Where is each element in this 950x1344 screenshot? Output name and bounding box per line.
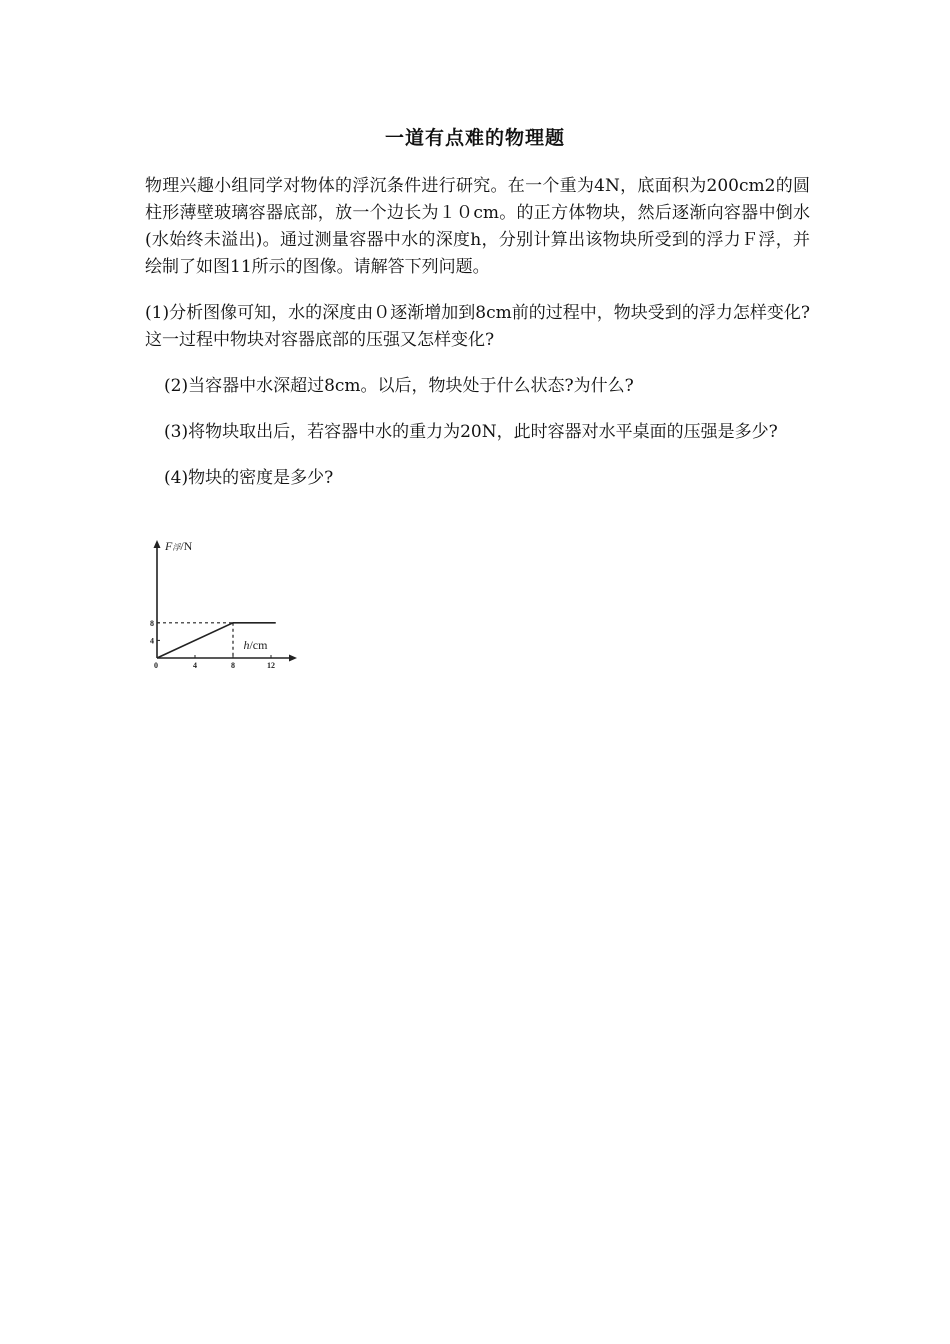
page-title: 一道有点难的物理题 <box>384 127 565 149</box>
y-tick-labels <box>150 619 160 646</box>
y-axis-label-unit: /N <box>180 539 193 553</box>
y-axis-label <box>164 539 193 553</box>
x-axis-label-main: h <box>243 638 250 652</box>
x-axis-label-unit: /cm <box>249 638 268 652</box>
question-3: (3)将物块取出后，若容器中水的重力为20N，此时容器对水平桌面的压强是多少? <box>164 422 778 442</box>
x-tick-label: 4 <box>193 661 197 670</box>
x-axis-label <box>243 638 268 652</box>
question-4: (4)物块的密度是多少? <box>164 468 334 488</box>
origin-label: 0 <box>154 661 158 670</box>
y-tick-label: 8 <box>150 618 154 628</box>
x-tick-label: 12 <box>267 661 275 670</box>
question-2: (2)当容器中水深超过8cm。以后，物块处于什么状态?为什么? <box>164 376 634 396</box>
y-axis-label-sub: 浮 <box>172 543 181 552</box>
chart-svg <box>145 528 315 676</box>
question-1: (1)分析图像可知，水的深度由０逐渐增加到8cm前的过程中，物块受到的浮力怎样变化?这一过程中物块对容器底部的压强又怎样变化? <box>145 303 810 350</box>
document-body <box>145 173 810 511</box>
x-axis-arrow <box>289 655 297 662</box>
y-axis-arrow <box>154 540 161 548</box>
x-tick-label: 8 <box>231 661 235 670</box>
y-axis-label-main: F <box>165 539 173 553</box>
y-tick-label: 4 <box>150 636 154 646</box>
problem-intro: 物理兴趣小组同学对物体的浮沉条件进行研究。在一个重为4N，底面积为200cm2的圆柱形薄壁玻璃容器底部，放一个边长为１０cm。的正方体物块，然后逐渐向容器中倒水(水始终未溢出)。通过测量容器中水的深度h，分别计算出该物块所受到的浮力Ｆ浮，并绘制了如图11所示的图像。请解答下列问题。 <box>145 176 810 277</box>
buoyancy-chart <box>145 528 315 676</box>
